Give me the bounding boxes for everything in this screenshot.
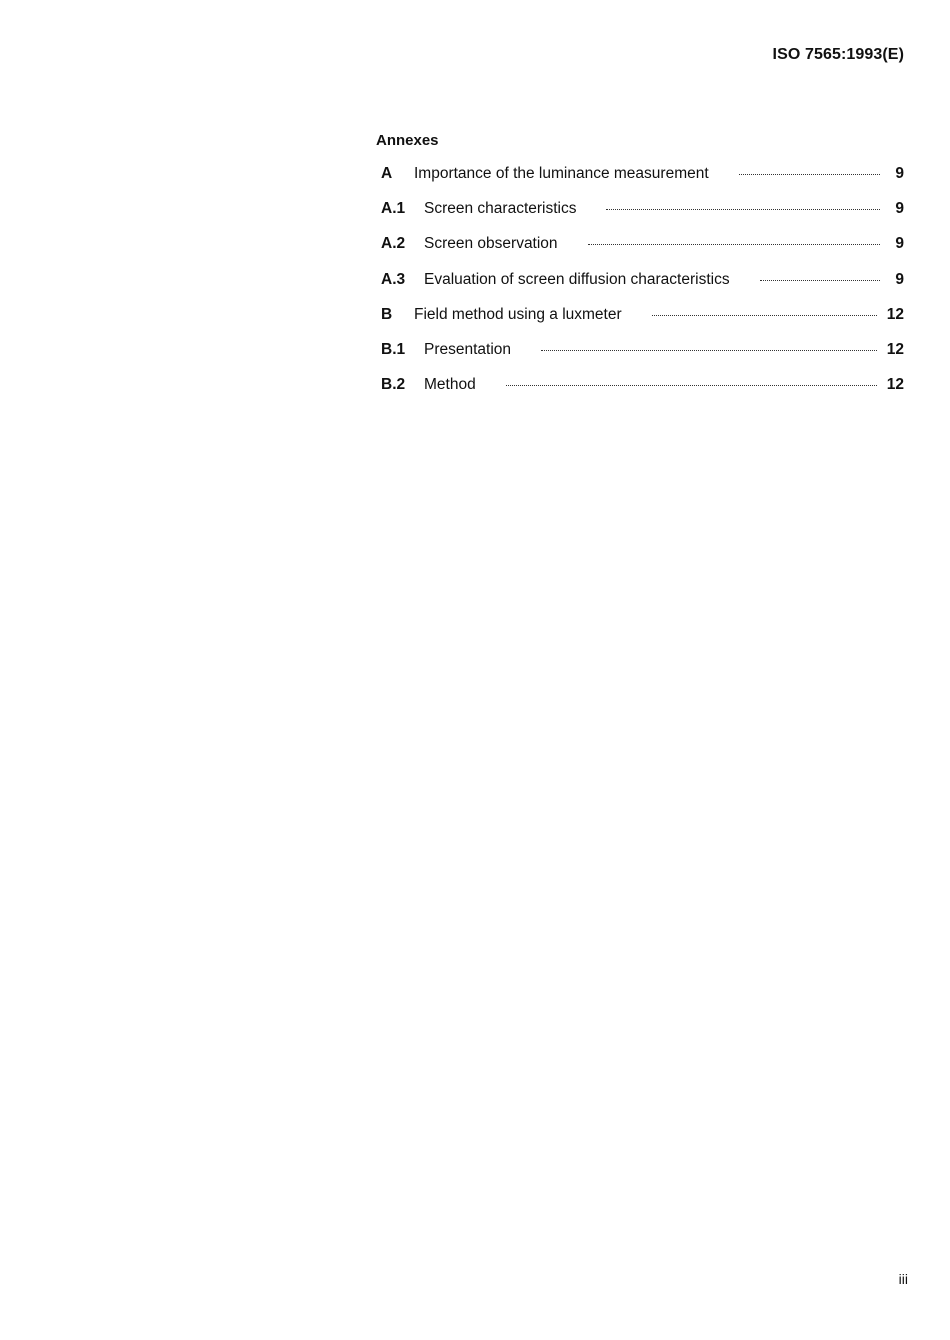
toc-entry-page: 12 bbox=[886, 340, 904, 358]
dot-leader bbox=[760, 280, 880, 281]
toc-entry-a-1[interactable] bbox=[376, 200, 904, 235]
toc-entry-number: A.3 bbox=[381, 270, 406, 288]
toc-entry-number: A.1 bbox=[381, 200, 406, 218]
toc-entry-number: B.2 bbox=[381, 376, 406, 394]
toc-entry-a-2[interactable] bbox=[376, 235, 904, 270]
toc-entry-number: B bbox=[381, 305, 393, 323]
toc-entry-page: 12 bbox=[886, 376, 904, 394]
dot-leader bbox=[606, 209, 880, 210]
toc-entry-title: Presentation bbox=[424, 340, 512, 358]
dot-leader bbox=[541, 350, 877, 351]
toc-entry-page: 9 bbox=[895, 270, 904, 288]
dot-leader bbox=[739, 174, 880, 175]
toc-entry-a[interactable] bbox=[376, 165, 904, 200]
toc-entry-title: Screen characteristics bbox=[424, 200, 577, 218]
annexes-toc bbox=[376, 132, 904, 411]
toc-entry-b-1[interactable] bbox=[376, 341, 904, 376]
toc-entry-b[interactable] bbox=[376, 306, 904, 341]
toc-entry-title: Method bbox=[424, 376, 476, 394]
toc-entry-title: Field method using a luxmeter bbox=[414, 305, 622, 323]
toc-entry-title: Screen observation bbox=[424, 235, 558, 253]
toc-entry-title: Evaluation of screen diffusion characteristics bbox=[424, 270, 730, 288]
dot-leader bbox=[652, 315, 877, 316]
toc-entry-number: B.1 bbox=[381, 340, 406, 358]
toc-entry-page: 9 bbox=[895, 200, 904, 218]
page-number: iii bbox=[898, 1271, 908, 1287]
toc-entry-b-2[interactable] bbox=[376, 376, 904, 411]
annexes-title: Annexes bbox=[376, 132, 439, 149]
toc-entry-number: A bbox=[381, 165, 393, 182]
toc-entry-page: 12 bbox=[886, 305, 904, 323]
document-id-header: ISO 7565:1993(E) bbox=[772, 46, 904, 63]
dot-leader bbox=[588, 244, 880, 245]
toc-entry-page: 9 bbox=[895, 235, 904, 253]
toc-entry-page: 9 bbox=[895, 165, 904, 182]
toc-entry-title: Importance of the luminance measurement bbox=[414, 165, 709, 182]
dot-leader bbox=[506, 385, 877, 386]
toc-entry-number: A.2 bbox=[381, 235, 406, 253]
toc-entry-a-3[interactable] bbox=[376, 271, 904, 306]
